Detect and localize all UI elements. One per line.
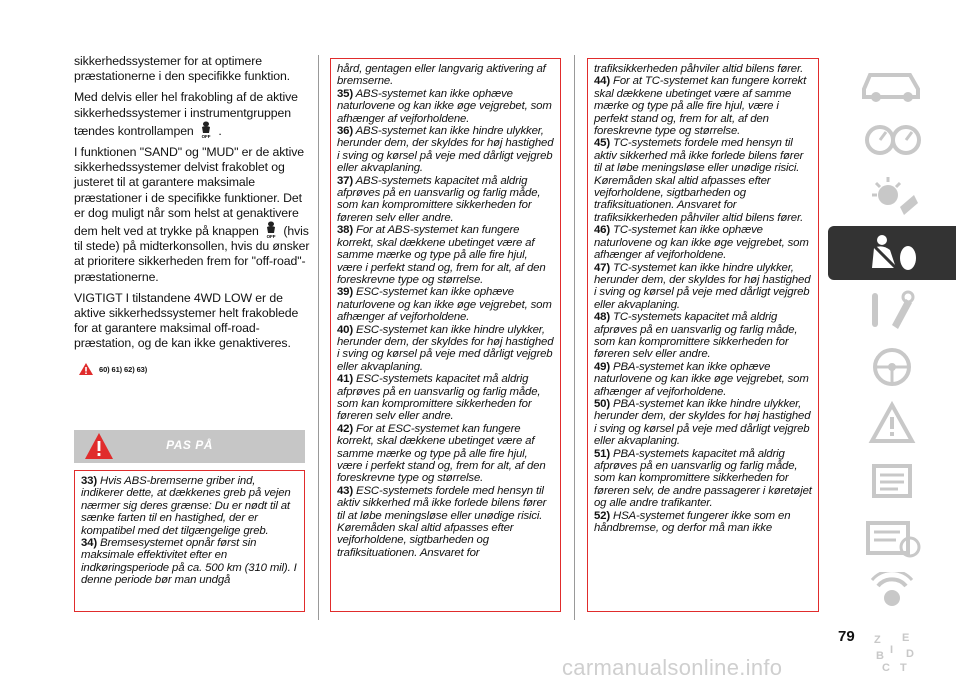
warning-box-2 xyxy=(330,58,561,612)
note-46: 46) TC-systemet kan ikke ophæve naturlovene og kan ikke øge vejgrebet, som afhænger af vejforholdene. xyxy=(594,224,809,262)
esc-off-button-icon xyxy=(264,221,278,239)
note-35: 35) ABS-systemet kan ikke ophæve naturlovene og kan ikke øge vejgrebet, som afhænger af vejforholdene. xyxy=(337,87,552,125)
tab-lights[interactable] xyxy=(828,169,956,223)
page-number: 79 xyxy=(838,628,855,645)
warning-box-1 xyxy=(74,470,305,612)
warning-triangle-icon xyxy=(78,362,94,376)
note-36: 36) ABS-systemet kan ikke hindre ulykker, herunder dem, der skyldes for høj hastighed i sving og kørsel på veje med dårligt vejgreb eller akvaplaning. xyxy=(337,125,554,175)
tab-multimedia[interactable] xyxy=(828,568,956,622)
note-continuation: hård, gentagen eller langvarig aktivering af bremserne. xyxy=(337,63,546,88)
tab-steering[interactable] xyxy=(828,340,956,394)
maintenance-icon xyxy=(852,458,932,504)
reference-numbers: 60) 61) 62) 63) xyxy=(99,364,148,374)
note-49: 49) PBA-systemet kan ikke ophæve naturlovene og kan ikke øge vejgrebet, som afhænger af vejforholdene. xyxy=(594,360,809,398)
tab-dashboard[interactable] xyxy=(828,112,956,166)
tab-specs[interactable] xyxy=(828,511,956,565)
index-icon xyxy=(852,629,932,675)
svg-text:E: E xyxy=(902,632,910,644)
column-divider xyxy=(318,55,319,620)
svg-text:B: B xyxy=(876,650,884,662)
svg-text:C: C xyxy=(882,662,890,674)
svg-text:T: T xyxy=(900,662,907,674)
car-icon xyxy=(852,59,932,105)
note-45: 45) TC-systemets fordele med hensyn til aktiv sikkerhed må ikke forlede bilens fører til at løbe meningsløse eller unødige risici. Køremåden skal altid afpasses efter vejforholdene, sigtbarheden og trafiksituationen. Ansvaret for trafiksikkerheden påhviler altid bilens fører. xyxy=(594,137,804,224)
paragraph-3: I funktionen "SAND" og "MUD" er de aktive sikkerhedssystemer delvist frakoblet og justeret til at garantere maksimale præstationer i de specifikke funktioner. Det er dog muligt når som helst at genaktivere dem helt ved at trykke på knappen OFF (hvis til stede) på midterkonsollen, hvis du ønsker at prioritere sikkerheden frem for "off-road"-præstationerne. xyxy=(74,145,310,284)
note-34: 34) Bremsesystemet opnår først sin maksimale effektivitet efter en indkøringsperiode på ca. 500 km (310 mil). I denne periode bør man undgå xyxy=(81,537,297,587)
note-41: 41) ESC-systemets kapacitet må aldrig afprøves på en uansvarlig og farlig måde, som kan kompromittere sikkerheden for føreren selv eller andre. xyxy=(337,373,541,423)
note-40: 40) ESC-systemet kan ikke hindre ulykker, herunder dem, der skyldes for høj hastighed i sving og kørsel på veje med dårligt vejgreb eller akvaplaning. xyxy=(337,323,554,373)
esc-off-icon xyxy=(199,121,213,139)
tab-car[interactable] xyxy=(828,55,956,109)
note-42: 42) For at ESC-systemet kan fungere korrekt, skal dækkene ubetinget være af samme mærke og type på alle fire hjul, være i perfekt stand og, frem for alt, af den foreskrevne type og størrelse. xyxy=(337,422,546,485)
svg-text:Z: Z xyxy=(874,634,881,646)
warning-light-icon xyxy=(852,401,932,447)
note-37: 37) ABS-systemets kapacitet må aldrig afprøves på en uansvarlig og farlig måde, som kan kompromittere sikkerheden for føreren selv eller andre. xyxy=(337,174,541,224)
note-52: 52) HSA-systemet fungerer ikke som en håndbremse, og derfor må man ikke xyxy=(594,509,791,535)
svg-text:OFF: OFF xyxy=(266,234,276,240)
paragraph-1: sikkerhedssystemer for at optimere præstationerne i den specifikke funktion. xyxy=(74,54,291,84)
dashboard-icon xyxy=(852,116,932,162)
chapter-sidebar xyxy=(828,55,956,682)
paragraph-2: Med delvis eller hel frakobling af de aktive sikkerhedssystemer i instrumentgruppen tændes kontrollampen OFF . xyxy=(74,90,298,139)
column-1 xyxy=(74,54,310,377)
tab-tools[interactable] xyxy=(828,283,956,337)
note-33: 33) Hvis ABS-bremserne griber ind, indikerer dette, at dækkenes greb på vejen nærmer sig deres grænse: Du er nødt til at sænke farten til en hastighed, der er kompatibel med det tilgængelige greb. xyxy=(81,475,291,537)
note-38: 38) For at ABS-systemet kan fungere korrekt, skal dækkene ubetinget være af samme mærke og type på alle fire hjul, være i perfekt stand og, frem for alt, af den foreskrevne type og størrelse. xyxy=(337,224,546,286)
tab-safety[interactable] xyxy=(828,226,956,280)
warning-header xyxy=(74,430,305,463)
paragraph-4: VIGTIGT I tilstandene 4WD LOW er de aktive sikkerhedssystemer helt frakoblede for at garantere maksimal off-road-præstation, og de kan ikke genaktiveres. xyxy=(74,290,299,351)
note-48: 48) TC-systemets kapacitet må aldrig afprøves på en uansvarlig og farlig måde, som kan kompromittere sikkerheden for føreren selv eller andre. xyxy=(594,311,798,361)
tab-warning-lights[interactable] xyxy=(828,397,956,451)
column-divider xyxy=(574,55,575,620)
note-50: 50) PBA-systemet kan ikke hindre ulykker, herunder dem, der skyldes for høj hastighed i sving og kørsel på veje med dårligt vejgreb eller akvaplaning. xyxy=(594,397,811,448)
watermark: carmanualsonline.info xyxy=(562,655,783,680)
note-continuation-2: trafiksikkerheden påhviler altid bilens fører. xyxy=(594,63,804,75)
svg-text:D: D xyxy=(906,648,914,660)
specs-icon xyxy=(852,515,932,561)
steering-wheel-icon xyxy=(852,344,932,390)
note-43: 43) ESC-systemets fordele med hensyn til aktiv sikkerhed må ikke forlede bilens fører til at løbe meningsløse eller unødige risici. Køremåden skal altid afpasses efter vejforholdene, sigtbarheden og trafiksituationen. Ansvaret for xyxy=(337,484,547,559)
note-47: 47) TC-systemet kan ikke hindre ulykker, herunder dem, der skyldes for høj hastighed i sving og kørsel på veje med dårligt vejgreb eller akvaplaning. xyxy=(594,261,811,311)
tools-icon xyxy=(852,287,932,333)
warning-box-3 xyxy=(587,58,819,612)
multimedia-icon xyxy=(852,572,932,618)
warning-title: PAS PÅ xyxy=(166,438,213,452)
lights-icon xyxy=(852,173,932,219)
note-44: 44) For at TC-systemet kan fungere korrekt skal dækkene ubetinget være af samme mærke og type på alle fire hjul, være i perfekt stand og, frem for alt, af den foreskrevne type og størrelse. xyxy=(594,75,807,138)
tab-maintenance[interactable] xyxy=(828,454,956,508)
warning-references xyxy=(78,362,310,377)
svg-text:OFF: OFF xyxy=(201,133,211,139)
note-39: 39) ESC-systemet kan ikke ophæve naturlovene og kan ikke øge vejgrebet, som afhænger af vejforholdene. xyxy=(337,286,552,324)
svg-text:I: I xyxy=(890,644,894,656)
safety-icon xyxy=(852,230,932,276)
note-51: 51) PBA-systemets kapacitet må aldrig afprøves på en uansvarlig og farlig måde, som kan kompromittere sikkerheden for føreren selv, de andre passagerer i køretøjet og alle andre trafikanter. xyxy=(594,447,812,510)
